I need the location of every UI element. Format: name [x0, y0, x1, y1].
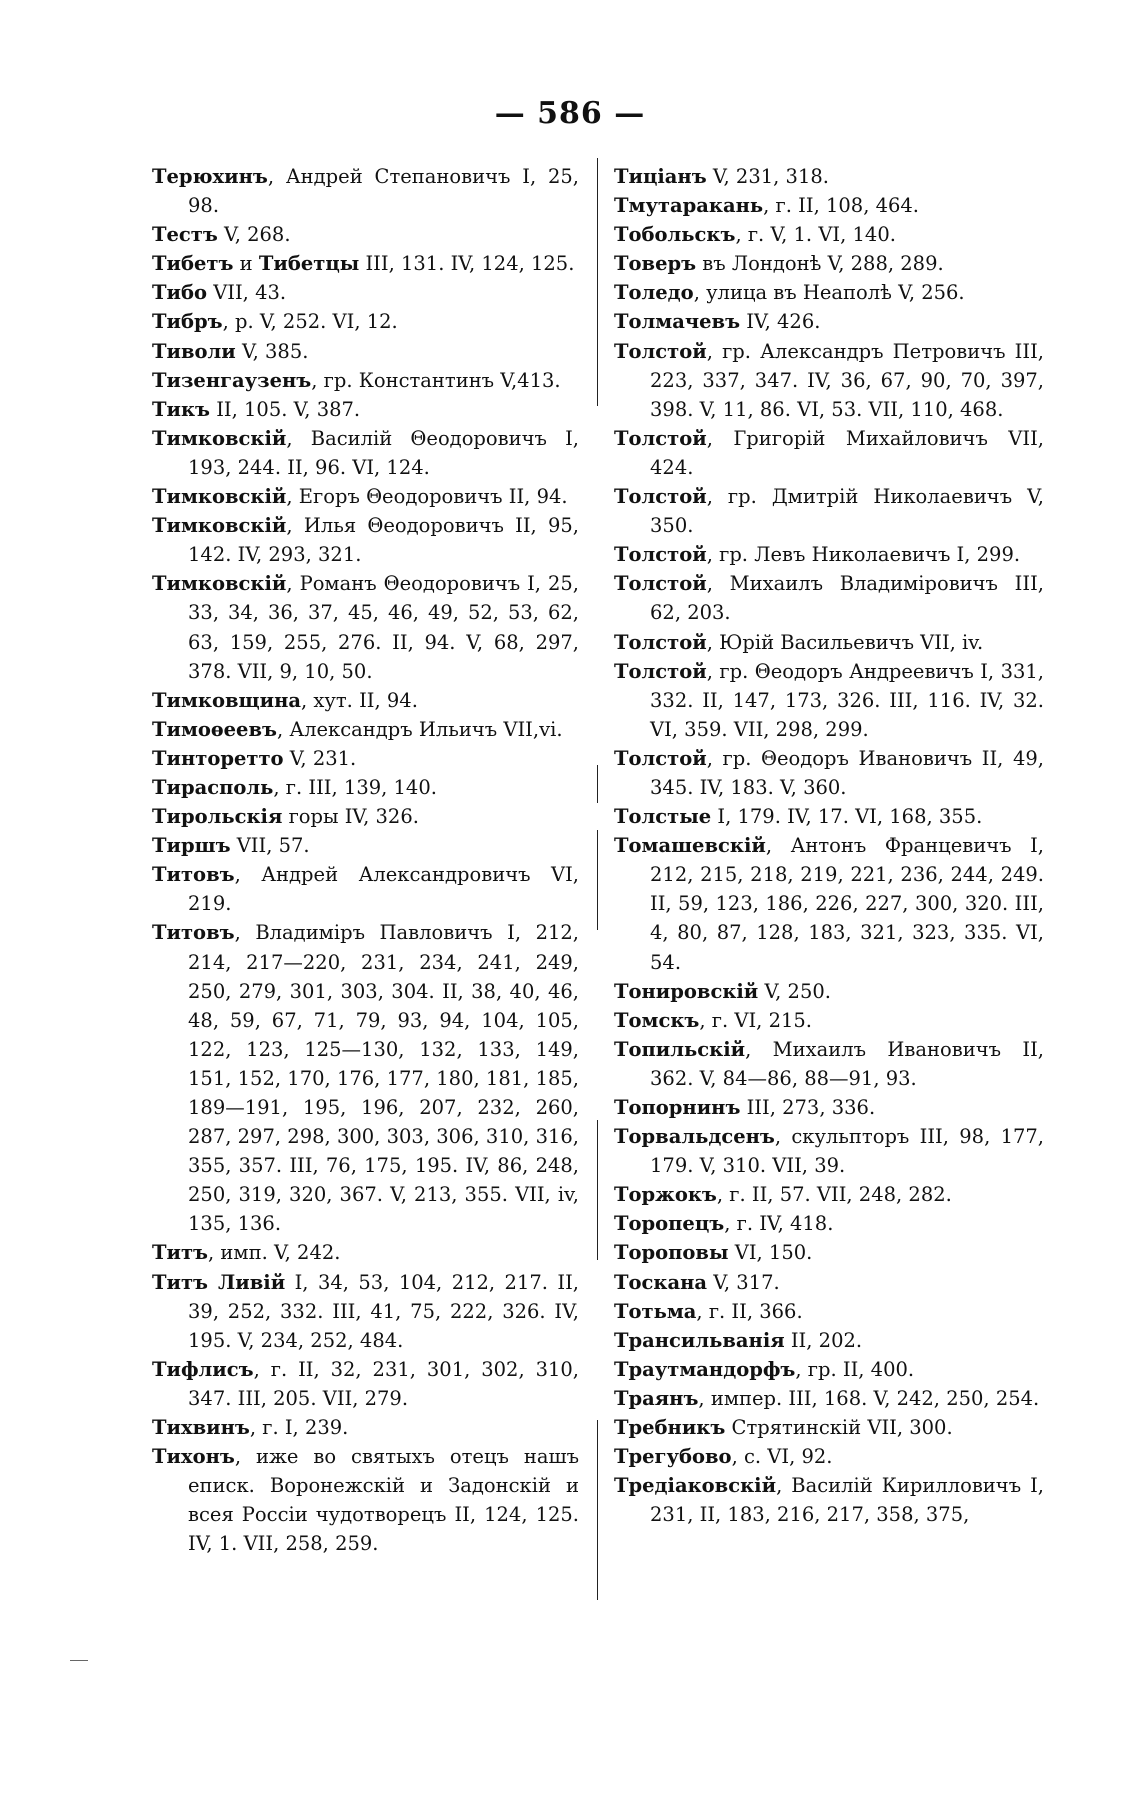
- entry-heading: Траянъ: [614, 1386, 699, 1410]
- entry-references: , иже во святыхъ отецъ нашъ еписк. Воронежскій и Задонскій и всея Россіи чудотворецъ II, 124, 125. IV, 1. VII, 258, 259.: [188, 1445, 579, 1556]
- entry-references: , г. V, 1. VI, 140.: [735, 223, 896, 247]
- index-entry: [152, 1238, 579, 1267]
- index-entry: [614, 540, 1044, 569]
- index-entry: [614, 249, 1044, 278]
- entry-references: , Василій Кирилловичъ I, 231, II, 183, 216, 217, 358, 375,: [650, 1474, 1044, 1527]
- entry-references: , гр. Левъ Николаевичъ I, 299.: [706, 543, 1021, 567]
- index-entry: [152, 249, 579, 278]
- entry-heading: Толмачевъ: [614, 310, 741, 334]
- entry-references: , гр. Θеодоръ Ивановичъ II, 49, 345. IV, 183. V, 360.: [650, 746, 1044, 799]
- entry-heading: Тобольскъ: [614, 223, 736, 247]
- index-entry: [614, 1384, 1044, 1413]
- entry-references: I, 34, 53, 104, 212, 217. II, 39, 252, 332. III, 41, 75, 222, 326. IV, 195. V, 234, 252, 484.: [188, 1270, 579, 1352]
- entry-heading: Томскъ: [614, 1008, 700, 1032]
- entry-heading: Товеръ: [614, 252, 697, 276]
- page-number: — 586 —: [494, 96, 646, 131]
- entry-heading: Титъ Ливій: [152, 1270, 286, 1294]
- entry-heading: Тредіаковскій: [614, 1474, 777, 1498]
- entry-heading: Тороповы: [614, 1241, 729, 1265]
- entry-references: II, 105. V, 387.: [210, 397, 361, 421]
- entry-references: , улица въ Неаполѣ V, 256.: [693, 281, 965, 305]
- column-divider-mid: [597, 830, 598, 930]
- entry-heading: Толстой: [614, 339, 707, 363]
- entry-heading: Топильскій: [614, 1037, 746, 1061]
- index-entry: [614, 1122, 1044, 1180]
- index-entry: [152, 511, 579, 569]
- entry-references: , г. II, 366.: [696, 1299, 803, 1323]
- entry-heading: Тоскана: [614, 1270, 708, 1294]
- entry-heading: Тифлисъ: [152, 1357, 254, 1381]
- index-entry: [614, 1268, 1044, 1297]
- entry-references: , р. V, 252. VI, 12.: [222, 310, 398, 334]
- entry-references: , г. II, 57. VII, 248, 282.: [716, 1183, 952, 1207]
- index-entry: [614, 307, 1044, 336]
- index-entry: [614, 977, 1044, 1006]
- index-entry: [614, 1006, 1044, 1035]
- entry-heading: Тонировскій: [614, 979, 759, 1003]
- entry-heading: Трегубово: [614, 1445, 732, 1469]
- entry-heading: Требникъ: [614, 1416, 726, 1440]
- entry-references: V, 231.: [283, 746, 357, 770]
- index-entry: [614, 1093, 1044, 1122]
- entry-references: , гр. Константинъ V,413.: [311, 368, 561, 392]
- index-column-left: [152, 162, 579, 1559]
- entry-heading: Толстой: [614, 659, 707, 683]
- entry-heading: Тинторетто: [152, 746, 284, 770]
- index-entry: [152, 715, 579, 744]
- entry-heading: Тибо: [152, 281, 207, 305]
- index-entry: [152, 482, 579, 511]
- entry-references: IV, 426.: [740, 310, 821, 334]
- entry-heading: Тестъ: [152, 223, 218, 247]
- entry-heading: Тирасполь: [152, 775, 274, 799]
- entry-references: III, 131. IV, 124, 125.: [359, 252, 575, 276]
- entry-heading: Тимковскій: [152, 485, 287, 509]
- entry-heading: Торжокъ: [614, 1183, 717, 1207]
- entry-heading: Тибетцы: [258, 252, 360, 276]
- index-entry: [614, 1326, 1044, 1355]
- index-entry: [614, 1297, 1044, 1326]
- index-column-right: [614, 162, 1044, 1529]
- entry-heading: Тиршъ: [152, 834, 231, 858]
- entry-references: , импер. III, 168. V, 242, 250, 254.: [698, 1386, 1040, 1410]
- entry-heading: Титъ: [152, 1241, 209, 1265]
- entry-heading: Тикъ: [152, 397, 211, 421]
- index-entry: [152, 424, 579, 482]
- index-entry: [614, 337, 1044, 424]
- index-entry: [152, 686, 579, 715]
- index-entry: [614, 657, 1044, 744]
- entry-references: , г. VI, 215.: [699, 1008, 812, 1032]
- entry-heading: Тирольскія: [152, 805, 283, 829]
- entry-heading: Толстой: [614, 572, 707, 596]
- entry-references: , Василій Θеодоровичъ I, 193, 244. II, 96. VI, 124.: [188, 426, 579, 479]
- entry-heading: Тимковщина: [152, 688, 302, 712]
- entry-references: , Илья Θеодоровичъ II, 95, 142. IV, 293, 321.: [188, 514, 579, 567]
- entry-references: , гр. Θеодоръ Андреевичъ I, 331, 332. II, 147, 173, 326. III, 116. IV, 32. VI, 359. VII, 298, 299.: [650, 659, 1044, 741]
- entry-heading: Тихонъ: [152, 1445, 235, 1469]
- index-entry: [152, 1413, 579, 1442]
- entry-references: , г. II, 32, 231, 301, 302, 310, 347. III, 205. VII, 279.: [188, 1357, 579, 1410]
- entry-heading: Тибръ: [152, 310, 223, 334]
- index-entry: [152, 337, 579, 366]
- entry-heading: Толстой: [614, 630, 707, 654]
- margin-mark: [70, 1660, 88, 1661]
- index-entry: [152, 802, 579, 831]
- index-entry: [152, 278, 579, 307]
- entry-references: , г. I, 239.: [249, 1416, 349, 1440]
- entry-heading: Тизенгаузенъ: [152, 368, 312, 392]
- entry-references: , Михаилъ Ивановичъ II, 362. V, 84—86, 88—91, 93.: [650, 1037, 1044, 1090]
- index-entry: [152, 220, 579, 249]
- index-entry: [614, 744, 1044, 802]
- index-entry: [614, 482, 1044, 540]
- entry-references: , Юрій Васильевичъ VII, iv.: [706, 630, 984, 654]
- index-entry: [614, 424, 1044, 482]
- entry-heading: Трансильванія: [614, 1328, 785, 1352]
- entry-references: II, 202.: [784, 1328, 863, 1352]
- index-entry: [152, 569, 579, 685]
- column-divider-lower: [597, 1120, 598, 1260]
- index-entry: [152, 1442, 579, 1558]
- entry-references: , с. VI, 92.: [731, 1445, 833, 1469]
- index-entry: [614, 1413, 1044, 1442]
- index-entry: [614, 1238, 1044, 1267]
- entry-heading: Тотьма: [614, 1299, 697, 1323]
- index-entry: [152, 918, 579, 1238]
- index-entry: [152, 773, 579, 802]
- entry-heading: Торопецъ: [614, 1212, 725, 1236]
- entry-references: , Владиміръ Павловичъ I, 212, 214, 217—220, 231, 234, 241, 249, 250, 279, 301, 303, 304. II, 38, 40, 46, 48, 59, 67, 71, 79, 93, 94, 104, 105, 122, 123, 125—130, 132, 133, 149, 151, 152, 170, 176, 177, 180, 181, 185, 189—191, 195, 196, 207, 232, 260, 287, 297, 298, 300, 303, 306, 310, 316, 355, 357. III, 76, 175, 195. IV, 86, 248, 250, 319, 320, 367. V, 213, 355. VII, iv, 135, 136.: [188, 921, 579, 1236]
- entry-references: , Григорій Михайловичъ VII, 424.: [650, 426, 1044, 479]
- entry-heading: Тибетъ: [152, 252, 234, 276]
- column-divider-upper-mid: [597, 765, 598, 803]
- entry-heading: Толедо: [614, 281, 694, 305]
- entry-heading: Толстой: [614, 543, 707, 567]
- entry-references: VI, 150.: [728, 1241, 813, 1265]
- index-entry: [614, 278, 1044, 307]
- entry-references: , гр. II, 400.: [795, 1357, 915, 1381]
- index-entry: [614, 1471, 1044, 1529]
- entry-heading: Толстые: [614, 805, 712, 829]
- index-entry: [152, 395, 579, 424]
- entry-references: V, 317.: [707, 1270, 780, 1294]
- entry-references: , Андрей Александровичъ VI, 219.: [188, 863, 579, 916]
- index-entry: [152, 307, 579, 336]
- entry-references: , Романъ Θеодоровичъ I, 25, 33, 34, 36, 37, 45, 46, 49, 52, 53, 62, 63, 159, 255, 276. II, 94. V, 68, 297, 378. VII, 9, 10, 50.: [188, 572, 579, 683]
- index-entry: [152, 860, 579, 918]
- entry-heading: Торвальдсенъ: [614, 1125, 775, 1149]
- index-entry: [614, 1209, 1044, 1238]
- entry-heading: Тимковскій: [152, 514, 287, 538]
- entry-heading: Тимоѳеевъ: [152, 717, 277, 741]
- entry-references: , имп. V, 242.: [208, 1241, 341, 1265]
- entry-references: и: [233, 252, 259, 276]
- entry-heading: Тихвинъ: [152, 1416, 250, 1440]
- index-entry: [614, 569, 1044, 627]
- column-divider-top: [597, 158, 598, 406]
- entry-heading: Топорнинъ: [614, 1096, 741, 1119]
- entry-heading: Титовъ: [152, 863, 235, 887]
- entry-heading: Томашевскій: [614, 834, 766, 858]
- entry-heading: Тиволи: [152, 339, 236, 363]
- entry-heading: Толстой: [614, 485, 707, 509]
- entry-references: , Антонъ Францевичъ I, 212, 215, 218, 219, 221, 236, 244, 249. II, 59, 123, 186, 226, 227, 300, 320. III, 4, 80, 87, 128, 183, 321, 323, 335. VI, 54.: [650, 834, 1044, 974]
- index-entry: [614, 1180, 1044, 1209]
- index-entry: [152, 1355, 579, 1413]
- index-entry: [152, 831, 579, 860]
- entry-references: V, 268.: [217, 223, 291, 247]
- entry-heading: Траутмандорфъ: [614, 1357, 796, 1381]
- index-entry: [152, 366, 579, 395]
- entry-heading: Терюхинъ: [152, 165, 268, 188]
- entry-heading: Тмутаракань: [614, 194, 764, 218]
- entry-heading: Тимковскій: [152, 426, 287, 450]
- entry-references: , Михаилъ Владиміровичъ III, 62, 203.: [650, 572, 1044, 625]
- entry-references: V, 250.: [758, 979, 831, 1003]
- entry-heading: Толстой: [614, 746, 707, 770]
- index-entry: [614, 802, 1044, 831]
- entry-references: , г. IV, 418.: [724, 1212, 834, 1236]
- entry-references: горы IV, 326.: [282, 805, 419, 829]
- entry-heading: Тиціанъ: [614, 165, 707, 188]
- column-divider-bottom: [597, 1420, 598, 1600]
- entry-references: I, 179. IV, 17. VI, 168, 355.: [711, 805, 983, 829]
- entry-references: V, 385.: [235, 339, 309, 363]
- entry-references: III, 273, 336.: [740, 1096, 876, 1119]
- index-entry: [152, 1268, 579, 1355]
- index-entry: [614, 628, 1044, 657]
- entry-references: , г. II, 108, 464.: [763, 194, 920, 218]
- entry-heading: Тимковскій: [152, 572, 287, 596]
- index-entry: [614, 191, 1044, 220]
- index-entry: [614, 831, 1044, 976]
- index-entry: [152, 744, 579, 773]
- index-entry: [614, 162, 1044, 191]
- index-entry: [614, 1035, 1044, 1093]
- entry-references: , гр. Александръ Петровичъ III, 223, 337, 347. IV, 36, 67, 90, 70, 397, 398. V, 11, 86. VI, 53. VII, 110, 468.: [650, 339, 1044, 421]
- index-entry: [614, 220, 1044, 249]
- index-entry: [152, 162, 579, 220]
- entry-references: Стрятинскій VII, 300.: [725, 1416, 953, 1440]
- entry-references: VII, 43.: [207, 281, 287, 305]
- entry-heading: Толстой: [614, 426, 707, 450]
- index-entry: [614, 1442, 1044, 1471]
- entry-references: , Александръ Ильичъ VII,vi.: [276, 717, 563, 741]
- entry-references: , Андрей Степановичъ I, 25, 98.: [188, 165, 579, 218]
- entry-references: VII, 57.: [230, 834, 310, 858]
- index-entry: [614, 1355, 1044, 1384]
- entry-references: V, 231, 318.: [706, 165, 829, 188]
- entry-references: , Егоръ Θеодоровичъ II, 94.: [286, 485, 568, 509]
- entry-references: , хут. II, 94.: [301, 688, 418, 712]
- entry-references: въ Лондонѣ V, 288, 289.: [696, 252, 944, 276]
- entry-references: , гр. Дмитрій Николаевичъ V, 350.: [650, 485, 1044, 538]
- entry-heading: Титовъ: [152, 921, 235, 945]
- entry-references: , г. III, 139, 140.: [273, 775, 437, 799]
- entry-references: , скульпторъ III, 98, 177, 179. V, 310. VII, 39.: [650, 1125, 1044, 1178]
